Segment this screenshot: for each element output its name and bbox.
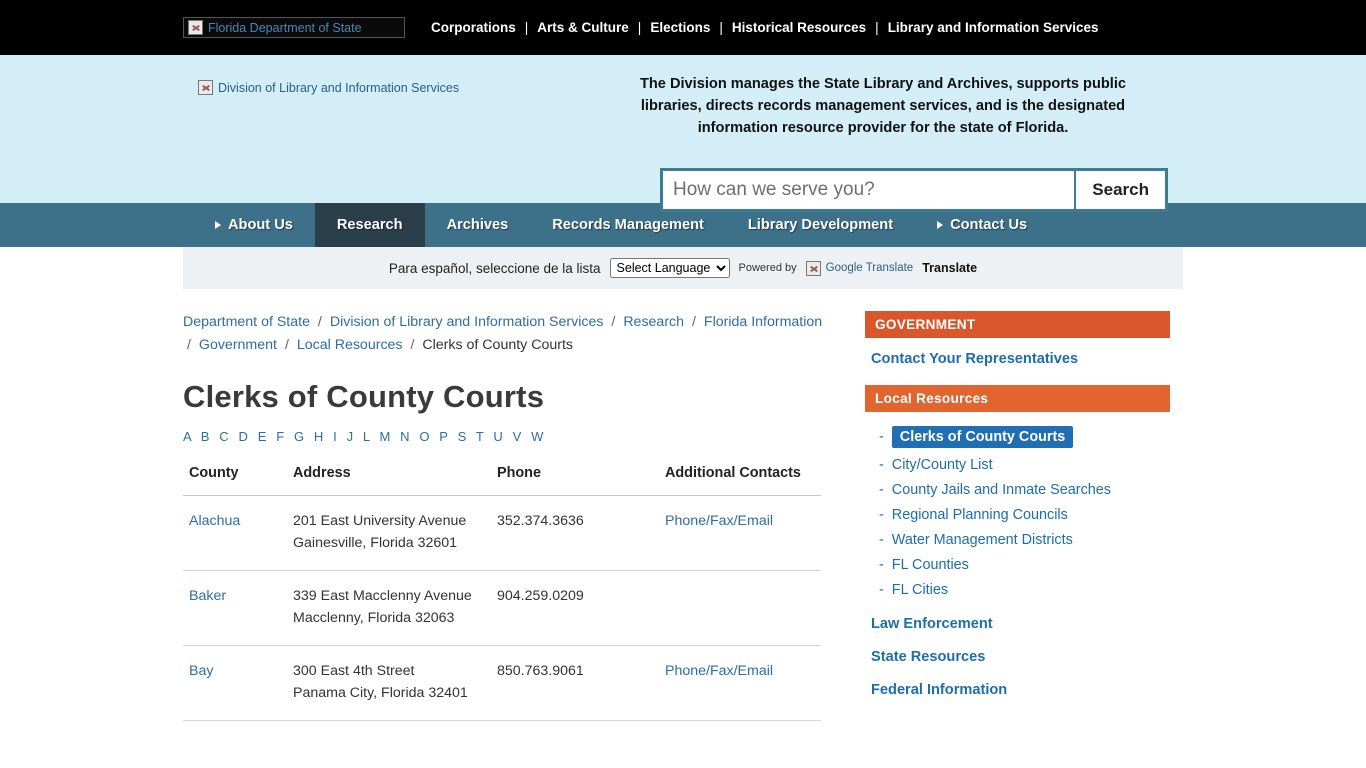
county-link[interactable]: Alachua xyxy=(189,513,241,529)
table-row xyxy=(183,496,821,571)
alpha-w[interactable]: W xyxy=(531,429,547,444)
alpha-b[interactable]: B xyxy=(200,429,213,444)
nav-label: Contact Us xyxy=(950,217,1028,233)
translate-bar xyxy=(183,247,1183,289)
breadcrumb-separator: / xyxy=(187,337,191,353)
alpha-n[interactable]: N xyxy=(400,429,413,444)
address-line-1: 339 East Macclenny Avenue xyxy=(293,588,472,604)
nav-label: About Us xyxy=(228,217,293,233)
sidebar-item-label[interactable]: Clerks of County Courts xyxy=(892,426,1074,448)
sidebar-link-law-enforcement[interactable]: Law Enforcement xyxy=(871,616,993,632)
breadcrumb-separator: / xyxy=(317,314,322,330)
sidebar-item-label[interactable]: City/County List xyxy=(891,457,993,473)
cell-county xyxy=(183,496,287,571)
address-line-1: 300 East 4th Street xyxy=(293,663,415,679)
cell-phone: 904.259.0209 xyxy=(491,571,659,646)
sidebar-bottom-links xyxy=(865,603,1170,702)
cell-county xyxy=(183,571,287,646)
site-search xyxy=(660,168,1168,212)
sidebar-item-water-management-districts[interactable] xyxy=(865,528,1170,553)
cell-additional-contacts xyxy=(659,646,821,721)
alphabet-index xyxy=(183,429,833,444)
alpha-f[interactable]: F xyxy=(276,429,288,444)
sidebar-section-local-resources: Local Resources xyxy=(865,385,1170,412)
sidebar-item-city-county-list[interactable] xyxy=(865,453,1170,478)
breadcrumb-separator: / xyxy=(692,314,696,330)
breadcrumb-item-florida-information[interactable]: Florida Information xyxy=(703,314,823,330)
nav-item-archives[interactable] xyxy=(425,203,531,247)
page-title: Clerks of County Courts xyxy=(183,379,545,414)
address-line-2: Gainesville, Florida 32601 xyxy=(293,535,458,551)
alpha-a[interactable]: A xyxy=(183,429,195,444)
sidebar-link-state-resources[interactable]: State Resources xyxy=(871,649,986,665)
language-select[interactable] xyxy=(610,258,730,278)
cell-address xyxy=(287,496,491,571)
alpha-s[interactable]: S xyxy=(457,429,470,444)
alpha-j[interactable]: J xyxy=(346,429,357,444)
breadcrumb-item-department-of-state[interactable]: Department of State xyxy=(183,314,310,330)
sidebar-item-fl-cities[interactable] xyxy=(865,578,1170,603)
division-tagline: The Division manages the State Library and Archives, supports public libraries, directs records management services, and is the designated information resource provider for the state of Florida. xyxy=(639,76,1127,136)
table-row xyxy=(183,646,821,721)
broken-image-icon xyxy=(806,261,821,276)
caret-right-icon xyxy=(215,221,221,229)
top-nav-item-historical-resources[interactable]: Historical Resources xyxy=(731,20,867,35)
breadcrumb-separator: / xyxy=(611,314,616,330)
column-header-additional-contacts: Additional Contacts xyxy=(659,459,821,496)
google-translate-logo xyxy=(806,261,914,276)
sidebar-link-contact-your-representatives[interactable]: Contact Your Representatives xyxy=(871,351,1079,367)
dash-icon: - xyxy=(879,429,884,445)
dash-icon: - xyxy=(879,532,884,548)
top-nav-sep: | xyxy=(719,20,723,35)
alpha-m[interactable]: M xyxy=(379,429,394,444)
nav-item-research[interactable] xyxy=(315,203,425,247)
main-content xyxy=(183,311,833,721)
clerks-table xyxy=(183,459,821,721)
sidebar-item-label[interactable]: FL Counties xyxy=(891,557,969,573)
breadcrumb-separator: / xyxy=(410,337,415,353)
table-row xyxy=(183,571,821,646)
sidebar-item-label[interactable]: FL Cities xyxy=(891,582,949,598)
column-header-address: Address xyxy=(287,459,491,496)
table-header-row xyxy=(183,459,821,496)
breadcrumb-item-government[interactable]: Government xyxy=(198,337,277,353)
translate-prompt: Para español, seleccione de la lista xyxy=(388,260,601,276)
breadcrumb-item-division[interactable]: Division of Library and Information Services xyxy=(329,314,604,330)
dash-icon: - xyxy=(879,482,884,498)
dash-icon: - xyxy=(879,557,884,573)
cell-phone: 850.763.9061 xyxy=(491,646,659,721)
address-line-2: Macclenny, Florida 32063 xyxy=(293,610,455,626)
nav-label: Records Management xyxy=(552,217,704,233)
column-header-county: County xyxy=(183,459,287,496)
nav-item-about-us[interactable] xyxy=(193,203,315,247)
sidebar-item-label[interactable]: Water Management Districts xyxy=(891,532,1073,548)
contacts-link[interactable]: Phone/Fax/Email xyxy=(665,513,774,529)
translate-word: Translate xyxy=(922,261,978,275)
alpha-u[interactable]: U xyxy=(493,429,506,444)
alpha-c[interactable]: C xyxy=(219,429,232,444)
sidebar-section-government: GOVERNMENT xyxy=(865,311,1170,338)
alpha-t[interactable]: T xyxy=(475,429,487,444)
alpha-e[interactable]: E xyxy=(257,429,270,444)
contacts-link[interactable]: Phone/Fax/Email xyxy=(665,663,774,679)
sidebar-sublist xyxy=(865,412,1170,603)
nav-label: Archives xyxy=(446,217,509,233)
breadcrumb xyxy=(183,311,833,357)
sidebar-item-clerks-of-county-courts[interactable] xyxy=(865,422,1170,453)
division-logo[interactable] xyxy=(198,80,459,95)
sidebar-item-label[interactable]: County Jails and Inmate Searches xyxy=(891,482,1111,498)
google-translate-alt-text: Google Translate xyxy=(825,262,914,274)
cell-county xyxy=(183,646,287,721)
nav-label: Library Development xyxy=(747,217,894,233)
top-nav-item-corporations[interactable]: Corporations xyxy=(431,20,516,35)
address-line-2: Panama City, Florida 32401 xyxy=(293,685,468,701)
alpha-h[interactable]: H xyxy=(313,429,327,444)
dos-logo-alt-text: Florida Department of State xyxy=(208,20,362,35)
page-body xyxy=(183,289,1183,721)
dash-icon: - xyxy=(879,457,884,473)
breadcrumb-separator: / xyxy=(284,337,289,353)
top-nav-item-library-information-services[interactable]: Library and Information Services xyxy=(887,20,1099,35)
column-header-phone: Phone xyxy=(491,459,659,496)
caret-right-icon xyxy=(937,221,943,229)
breadcrumb-item-local-resources[interactable]: Local Resources xyxy=(296,337,403,353)
cell-address xyxy=(287,646,491,721)
broken-image-icon xyxy=(198,80,213,95)
cell-additional-contacts xyxy=(659,496,821,571)
broken-image-icon xyxy=(188,20,203,35)
breadcrumb-current: Clerks of County Courts xyxy=(422,337,573,353)
top-nav-sep: | xyxy=(875,20,879,35)
top-nav-item-elections[interactable]: Elections xyxy=(650,20,711,35)
powered-by-label: Powered by xyxy=(738,262,797,274)
top-nav-sep: | xyxy=(524,20,529,35)
sidebar-item-label[interactable]: Regional Planning Councils xyxy=(891,507,1068,523)
alpha-l[interactable]: L xyxy=(362,429,373,444)
nav-label: Research xyxy=(336,217,403,233)
division-logo-alt-text: Division of Library and Information Services xyxy=(218,80,460,95)
breadcrumb-item-research[interactable]: Research xyxy=(623,314,685,330)
top-utility-bar xyxy=(0,0,1366,55)
dos-logo[interactable] xyxy=(183,17,405,38)
dash-icon: - xyxy=(879,507,884,523)
alpha-o[interactable]: O xyxy=(419,429,433,444)
alpha-p[interactable]: P xyxy=(439,429,451,444)
sidebar-item-regional-planning-councils[interactable] xyxy=(865,503,1170,528)
county-link[interactable]: Bay xyxy=(189,663,214,679)
top-nav-sep: | xyxy=(637,20,642,35)
sidebar xyxy=(865,311,1170,721)
cell-additional-contacts xyxy=(659,571,821,646)
search-button[interactable]: Search xyxy=(1074,171,1165,209)
alpha-v[interactable]: V xyxy=(512,429,525,444)
cell-address xyxy=(287,571,491,646)
search-input[interactable] xyxy=(663,171,1074,209)
alpha-g[interactable]: G xyxy=(293,429,308,444)
top-nav-item-arts-culture[interactable]: Arts & Culture xyxy=(537,20,629,35)
dash-icon: - xyxy=(879,582,884,598)
county-link[interactable]: Baker xyxy=(189,588,227,604)
alpha-d[interactable]: D xyxy=(238,429,251,444)
address-line-1: 201 East University Avenue xyxy=(293,513,467,529)
sidebar-item-fl-counties[interactable] xyxy=(865,553,1170,578)
sidebar-link-federal-information[interactable]: Federal Information xyxy=(871,682,1008,698)
alpha-i[interactable]: I xyxy=(333,429,340,444)
masthead xyxy=(0,55,1366,203)
top-nav xyxy=(431,20,1099,35)
sidebar-item-county-jails-and-inmate-searches[interactable] xyxy=(865,478,1170,503)
cell-phone: 352.374.3636 xyxy=(491,496,659,571)
